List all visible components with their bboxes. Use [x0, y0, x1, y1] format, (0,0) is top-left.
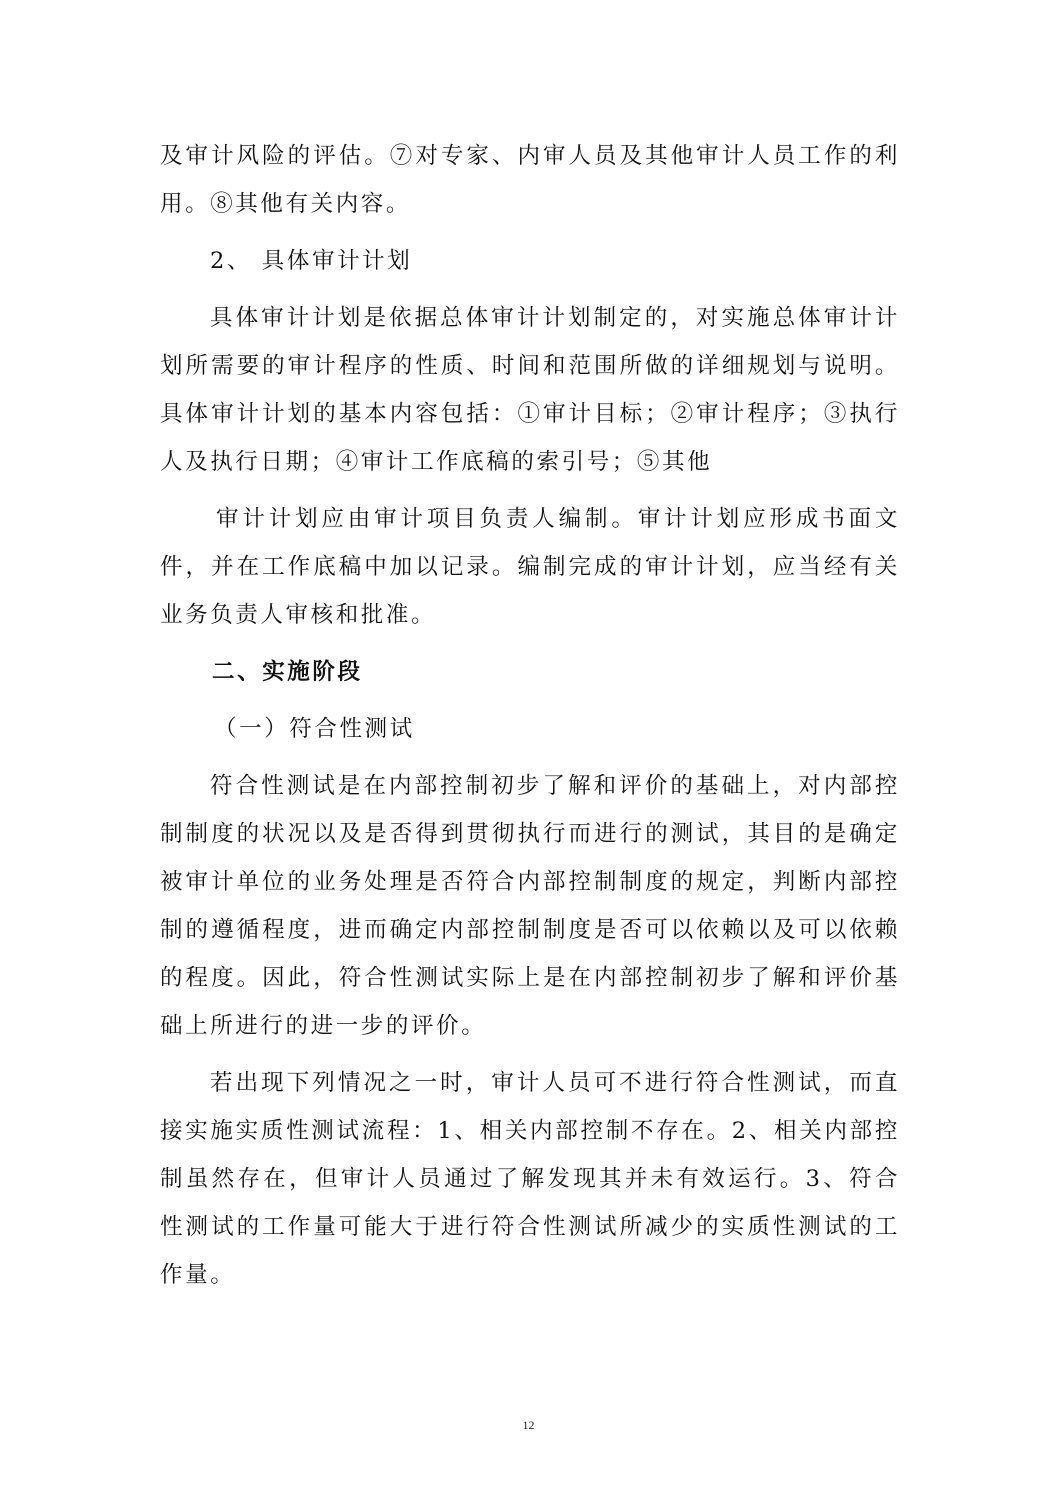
paragraph-plan-preparation: 审计计划应由审计项目负责人编制。审计计划应形成书面文件，并在工作底稿中加以记录。编制完成的审计计划，应当经有关业务负责人审核和批准。: [160, 506, 900, 628]
paragraph-continued-plan-content: 及审计风险的评估。⑦对专家、内审人员及其他审计人员工作的利用。⑧其他有关内容。: [160, 143, 900, 217]
paragraph-compliance-test-definition: 符合性测试是在内部控制初步了解和评价的基础上，对内部控制制度的状况以及是否得到贯彻执行而进行的测试，其目的是确定被审计单位的业务处理是否符合内部控制制度的规定，判断内部控制的遵循程度，进而确定内部控制制度是否可以依赖以及可以依赖的程度。因此，符合性测试实际上是在内部控制初步了解和评价基础上所进行的进一步的评价。: [160, 773, 900, 1039]
section-heading-implementation: 二、实施阶段: [212, 659, 363, 685]
paragraph-specific-plan-title: 2、 具体审计计划: [210, 248, 413, 274]
page-number: 12: [522, 1418, 535, 1432]
paragraph-specific-plan-definition: 具体审计计划是依据总体审计计划制定的，对实施总体审计计划所需要的审计程序的性质、时间和范围所做的详细规划与说明。具体审计计划的基本内容包括：①审计目标；②审计程序；③执行人及执行日期；④审计工作底稿的索引号；⑤其他: [160, 305, 900, 475]
subsection-heading-compliance-test: （一）符合性测试: [214, 716, 415, 742]
page-body: [160, 132, 900, 1299]
paragraph-compliance-test-exceptions: 若出现下列情况之一时，审计人员可不进行符合性测试，而直接实施实质性测试流程：1、相关内部控制不存在。2、相关内部控制虽然存在，但审计人员通过了解发现其并未有效运行。3、符合性测试的工作量可能大于进行符合性测试所减少的实质性测试的工作量。: [160, 1070, 900, 1288]
